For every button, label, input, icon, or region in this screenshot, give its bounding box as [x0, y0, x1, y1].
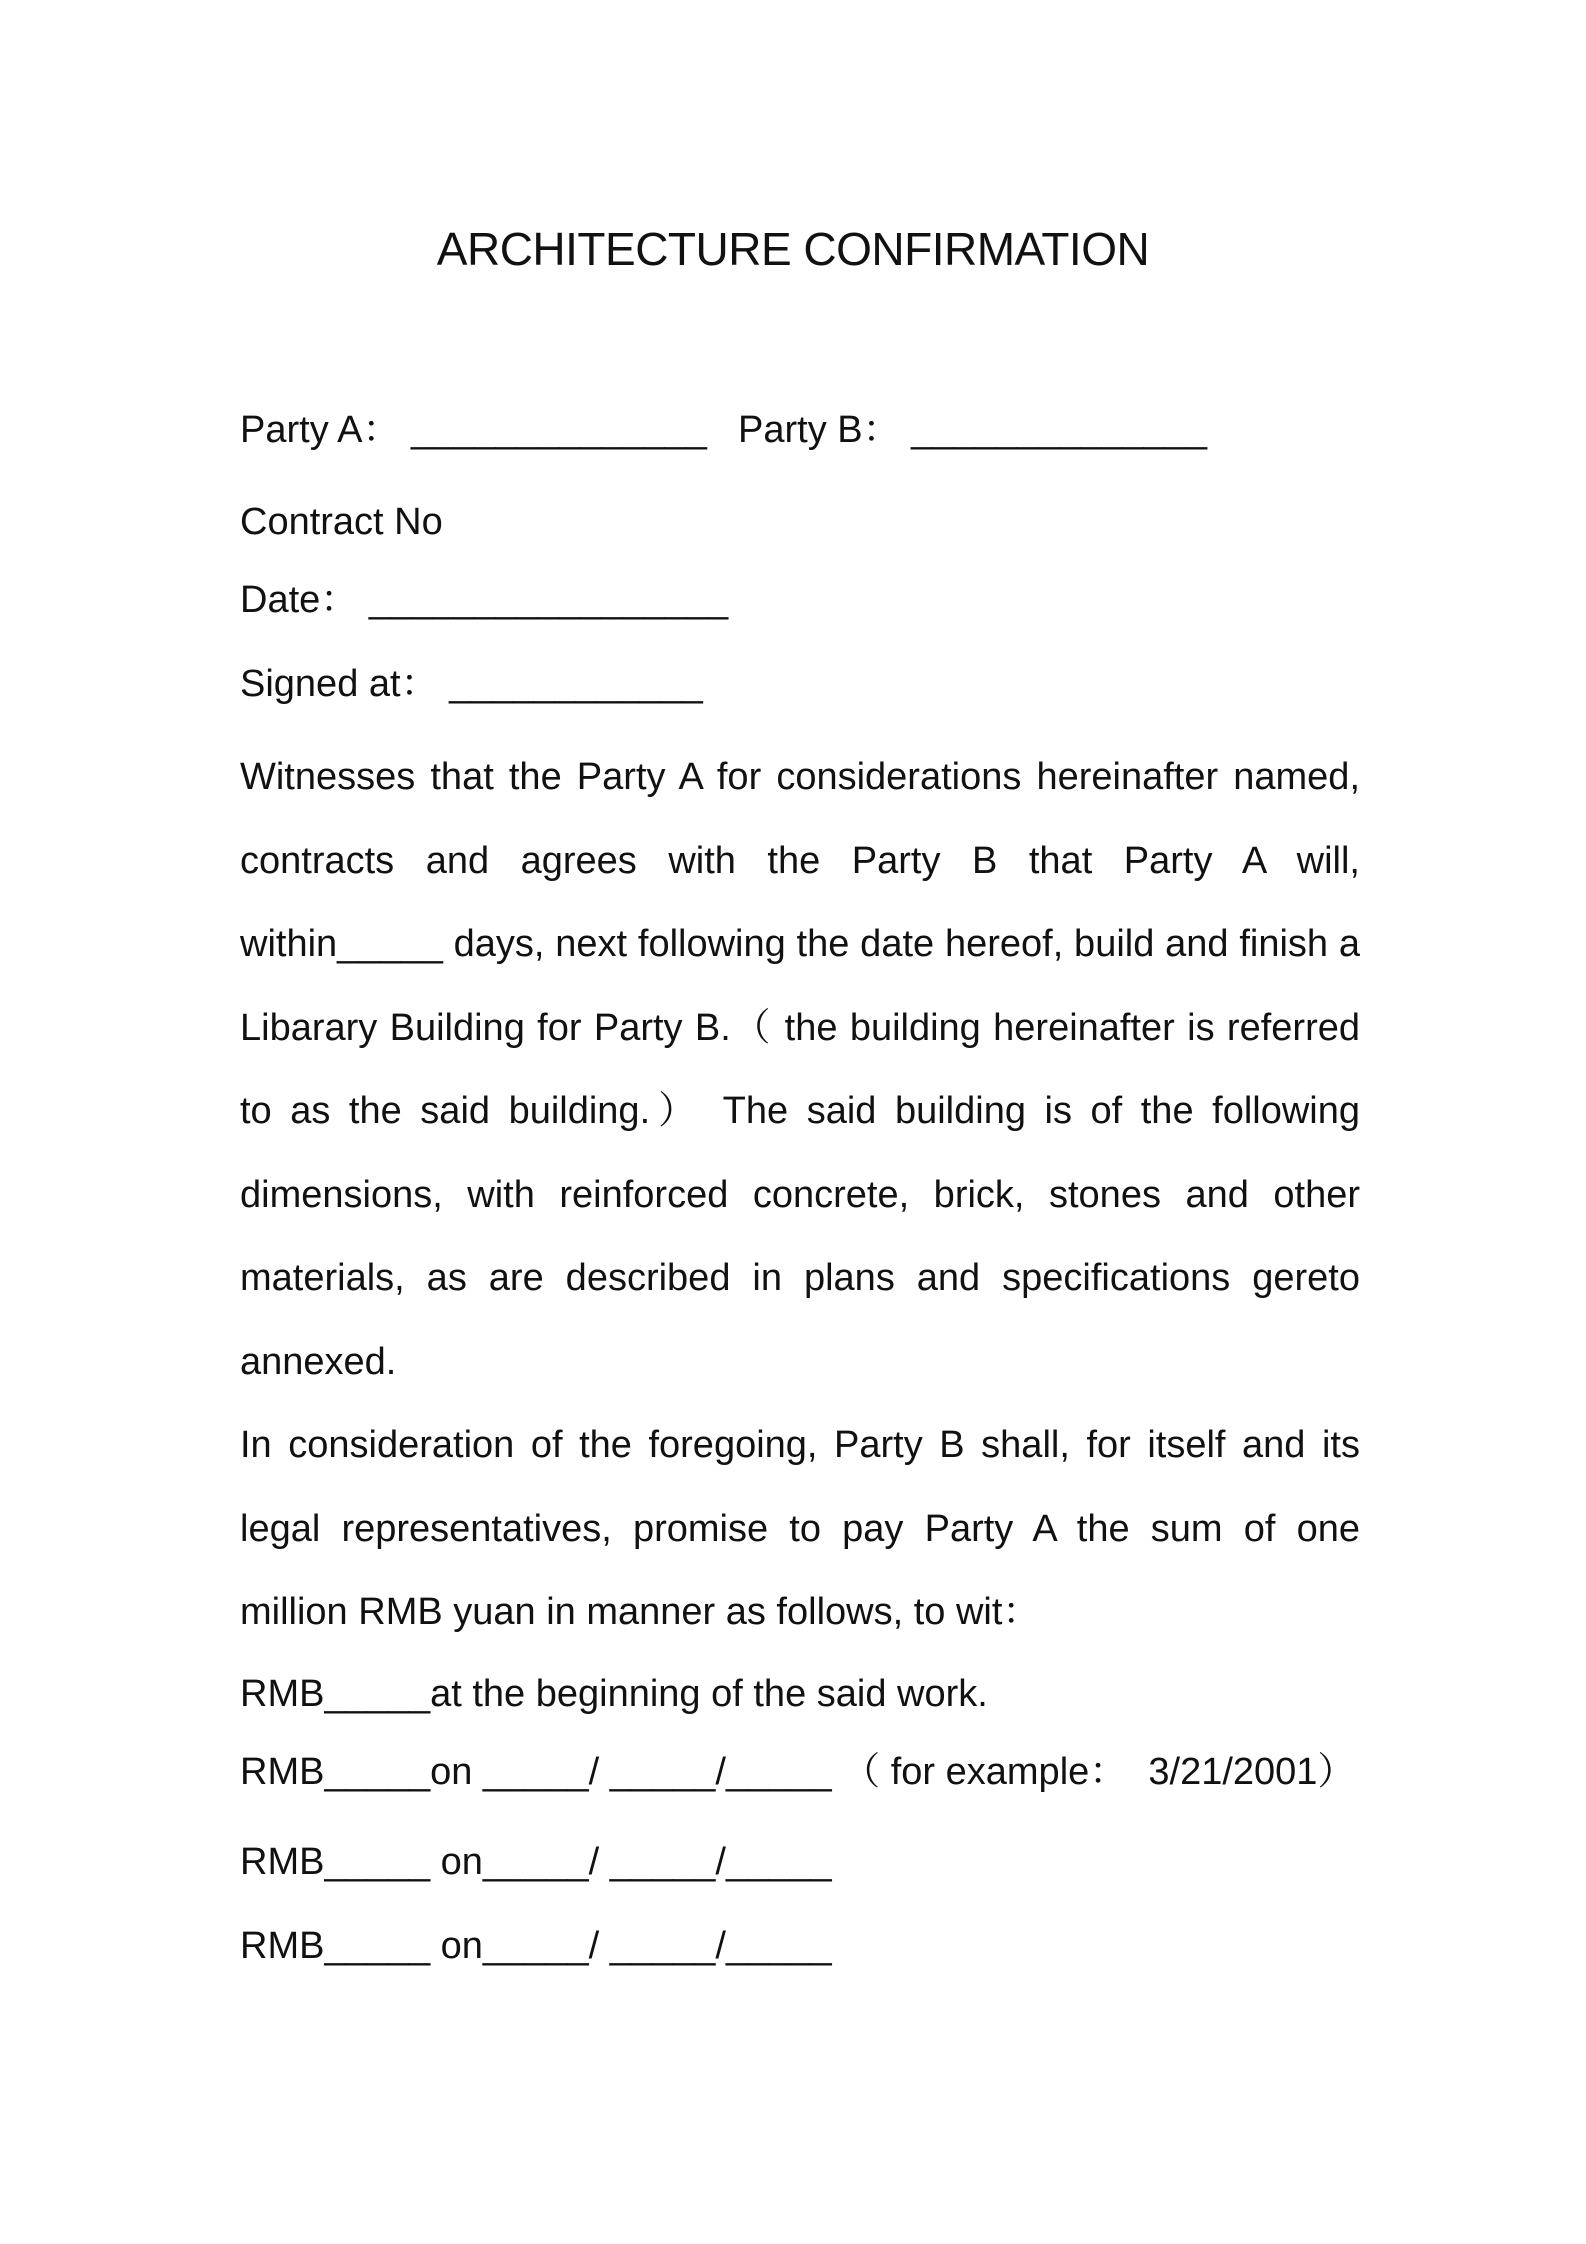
contract-no-label: Contract No — [240, 501, 443, 543]
party-a-field: Party A： ______________ — [240, 409, 707, 451]
payment-line-2: RMB_____on _____/ _____/_____ （ for example： 3/21/2001） — [240, 1751, 1356, 1793]
payment-line-1: RMB_____at the beginning of the said work. — [240, 1673, 988, 1715]
date-field: Date： _________________ — [240, 579, 729, 621]
agreement-paragraph: Witnesses that the Party A for considerations hereinafter named, contracts and agrees with the Party B that Party A will, within_____ days, next following the date hereof, build and finish a Libarary Building for Party B.（ the building hereinafter is referred to as the said building.） The said building is of the following dimensions, with reinforced concrete, brick, stones and other materials, as are described in plans and specifications gereto annexed. — [240, 756, 1360, 1383]
party-b-field: Party B： ______________ — [738, 409, 1208, 451]
payment-line-4: RMB_____ on_____/ _____/_____ — [240, 1925, 832, 1967]
signed-at-field: Signed at： ____________ — [240, 663, 703, 705]
payment-line-3: RMB_____ on_____/ _____/_____ — [240, 1841, 832, 1883]
payment-terms-paragraph: In consideration of the foregoing, Party B shall, for itself and its legal representatives, promise to pay Party A the sum of one million RMB yuan in manner as follows, to wit： — [240, 1424, 1360, 1633]
document-title: ARCHITECTURE CONFIRMATION — [436, 223, 1150, 275]
